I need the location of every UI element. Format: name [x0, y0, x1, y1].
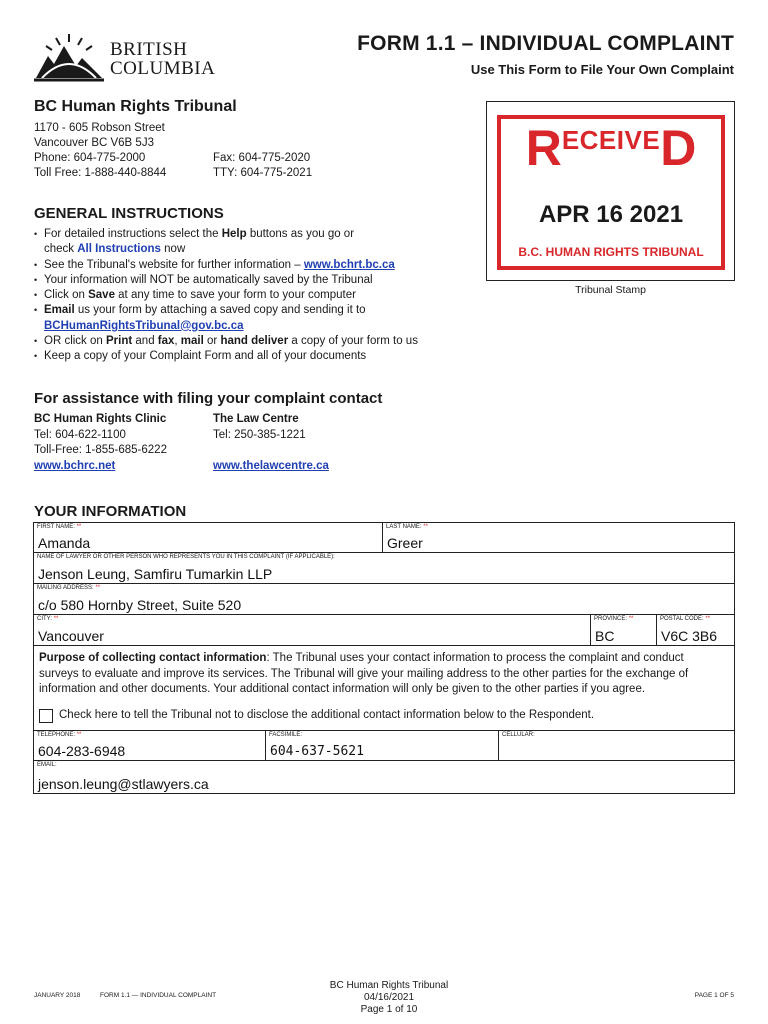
postal-code-value: V6C 3B6	[661, 628, 718, 644]
bc-sun-mountain-icon	[32, 30, 106, 84]
form-subtitle: Use This Form to File Your Own Complaint	[470, 62, 734, 77]
postal-code-field[interactable]: POSTAL CODE: ** V6C 3B6	[656, 614, 735, 646]
clinic-tel: Tel: 604-622-1100	[34, 429, 126, 441]
lawcentre-website-link[interactable]: www.thelawcentre.ca	[213, 460, 329, 472]
city-field[interactable]: CITY: ** Vancouver	[33, 614, 591, 646]
mailing-address-field[interactable]: MAILING ADDRESS: ** c/o 580 Hornby Street, Suite 520	[33, 583, 735, 615]
lawcentre-tel: Tel: 250-385-1221	[213, 429, 306, 441]
footer-stamp-line-3: Page 1 of 10	[360, 1004, 418, 1015]
facsimile-value: 604-637-5621	[270, 744, 364, 759]
email-field[interactable]: EMAIL: jenson.leung@stlawyers.ca	[33, 760, 735, 794]
instruction-item: • For detailed instructions select the Help buttons as you go or	[34, 227, 484, 242]
last-name-value: Greer	[387, 535, 423, 551]
nondisclosure-label: Check here to tell the Tribunal not to disclose the additional contact information below to the Respondent.	[59, 709, 595, 721]
cellular-field[interactable]: CELLULAR:	[498, 730, 735, 761]
tribunal-tollfree: Toll Free: 1-888-440-8844	[34, 167, 167, 179]
form-title: FORM 1.1 – INDIVIDUAL COMPLAINT	[357, 32, 734, 55]
footer-tribunal-stamp	[284, 980, 494, 1016]
stamp-org: B.C. HUMAN RIGHTS TRIBUNAL	[518, 245, 704, 259]
province-value: BC	[595, 628, 615, 644]
tribunal-tty: TTY: 604-775-2021	[213, 167, 313, 179]
first-name-field[interactable]: FIRST NAME: ** Amanda	[33, 522, 383, 553]
instruction-item: • Click on Save at any time to save your form to your computer	[34, 288, 484, 303]
first-name-value: Amanda	[38, 535, 91, 551]
footer-date: JANUARY 2018	[34, 992, 81, 999]
tribunal-fax: Fax: 604-775-2020	[213, 152, 311, 164]
footer-stamp-line-2: 04/16/2021	[363, 992, 415, 1003]
purpose-section	[33, 645, 735, 731]
instruction-item-continued	[34, 319, 484, 334]
clinic-tollfree: Toll-Free: 1-855-685-6222	[34, 444, 167, 456]
mailing-address-value: c/o 580 Hornby Street, Suite 520	[38, 597, 242, 613]
lawyer-field[interactable]: NAME OF LAWYER OR OTHER PERSON WHO REPRESENTS YOU IN THIS COMPLAINT (IF APPLICABLE): Jenson Leung, Samfiru Tumarkin LLP	[33, 552, 735, 584]
stamp-r: R	[525, 120, 562, 176]
telephone-field[interactable]: TELEPHONE: ** 604-283-6948	[33, 730, 266, 761]
instruction-item-continued: check All Instructions now	[44, 243, 186, 256]
tribunal-email-link[interactable]: BCHumanRightsTribunal@gov.bc.ca	[44, 319, 244, 332]
instruction-item: • Your information will NOT be automatically saved by the Tribunal	[34, 273, 484, 288]
received-stamp	[497, 115, 725, 270]
instructions-list	[34, 227, 484, 365]
footer-stamp-line-1: BC Human Rights Tribunal	[329, 980, 449, 991]
logo-line-1: BRITISH	[110, 39, 188, 60]
bc-logo	[32, 30, 222, 84]
stamp-eceive: ECEIVE	[561, 125, 661, 155]
your-information-heading: YOUR INFORMATION	[34, 503, 187, 520]
clinic-website-link[interactable]: www.bchrc.net	[34, 460, 116, 472]
tribunal-address-1: 1170 - 605 Robson Street	[34, 122, 165, 134]
tribunal-phone: Phone: 604-775-2000	[34, 152, 146, 164]
instruction-item: • Email us your form by attaching a saved copy and sending it to	[34, 303, 484, 318]
logo-line-2: COLUMBIA	[110, 58, 216, 79]
city-value: Vancouver	[38, 628, 104, 644]
stamp-d: D	[660, 120, 697, 176]
all-instructions-link[interactable]: All Instructions	[77, 243, 161, 256]
email-value: jenson.leung@stlawyers.ca	[38, 776, 209, 792]
purpose-text: Purpose of collecting contact information: The Tribunal uses your contact information to process the complaint and conduct surveys to evaluate and improve its services. The Tribunal will give your mailing address to the other parties for the exchange of information and other documents. Your additional contact information will only be given to the other parties if you agree.	[39, 652, 689, 695]
lawyer-value: Jenson Leung, Samfiru Tumarkin LLP	[38, 566, 273, 582]
stamp-received-text	[501, 120, 721, 176]
instruction-item: • OR click on Print and fax, mail or hand deliver a copy of your form to us	[34, 334, 484, 349]
telephone-value: 604-283-6948	[38, 743, 126, 759]
footer-page: PAGE 1 OF 5	[694, 992, 734, 999]
footer-form: FORM 1.1 — INDIVIDUAL COMPLAINT	[100, 992, 217, 999]
general-instructions-heading: GENERAL INSTRUCTIONS	[34, 205, 224, 222]
lawcentre-name: The Law Centre	[213, 413, 299, 425]
assistance-heading: For assistance with filing your complaint contact	[34, 390, 383, 407]
clinic-name: BC Human Rights Clinic	[34, 413, 167, 425]
facsimile-field[interactable]: FACSIMILE: 604-637-5621	[265, 730, 499, 761]
bc-logo-wordmark	[110, 40, 215, 78]
tribunal-name: BC Human Rights Tribunal	[34, 98, 237, 115]
tribunal-address-2: Vancouver BC V6B 5J3	[34, 137, 154, 149]
stamp-date: APR 16 2021	[538, 201, 684, 228]
last-name-field[interactable]: LAST NAME: ** Greer	[382, 522, 735, 553]
instruction-item: • Keep a copy of your Complaint Form and all of your documents	[34, 349, 484, 364]
bchrt-website-link[interactable]: www.bchrt.bc.ca	[303, 258, 395, 271]
stamp-caption: Tribunal Stamp	[575, 284, 646, 296]
province-field[interactable]: PROVINCE: ** BC	[590, 614, 657, 646]
nondisclosure-checkbox[interactable]	[39, 709, 53, 723]
instruction-item: • See the Tribunal's website for further information – www.bchrt.bc.ca	[34, 258, 484, 273]
